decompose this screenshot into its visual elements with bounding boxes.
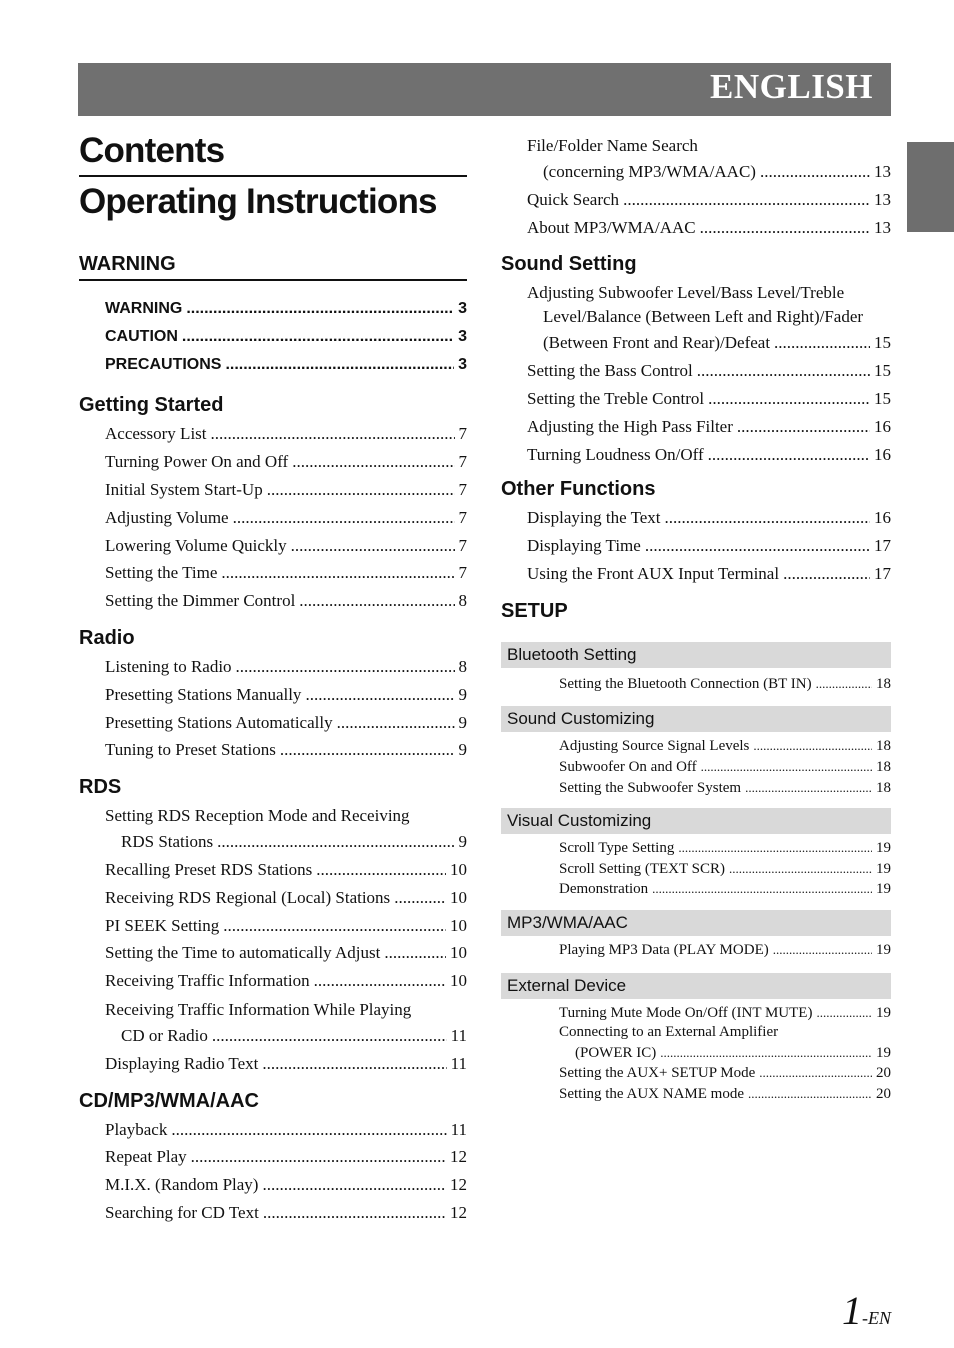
toc-entry[interactable]: Setting the Dimmer Control ..... 8 [105,587,467,615]
toc-entry[interactable]: Setting the Time to automatically Adjust ..... 10 [105,939,467,967]
toc-list-radio [79,653,467,764]
toc-entry[interactable]: (concerning MP3/WMA/AAC) ..... 13 [527,158,891,186]
toc-entry[interactable]: Playback ..... 11 [105,1116,467,1144]
toc-entry[interactable]: Turning Loudness On/Off ..... 16 [527,441,891,469]
toc-entry[interactable]: Accessory List ..... 7 [105,420,467,448]
toc-list-bluetooth [501,674,891,695]
contents-title: Contents [79,131,225,170]
toc-entry-line[interactable]: Connecting to an External Amplifier [559,1024,779,1041]
toc-entry[interactable]: CD or Radio ..... 11 [105,1022,467,1050]
toc-entry[interactable]: Adjusting the High Pass Filter ..... 16 [527,413,891,441]
toc-list-sound-customizing [501,736,891,798]
toc-entry[interactable]: Quick Search ..... 13 [527,186,891,214]
section-heading-warning: WARNING [79,251,467,281]
toc-list-other-functions [501,504,891,587]
toc-entry[interactable]: Adjusting Volume ..... 7 [105,504,467,532]
toc-list-getting-started [79,420,467,615]
section-heading-getting-started: Getting Started [79,394,224,417]
toc-entry[interactable]: Setting the Bluetooth Connection (BT IN) ..... 18 [559,674,891,695]
subsection-bar-sound-customizing: Sound Customizing [501,706,891,732]
toc-entry[interactable]: Tuning to Preset Stations ..... 9 [105,736,467,764]
toc-entry[interactable]: About MP3/WMA/AAC ..... 13 [527,214,891,242]
toc-entry-line[interactable]: Adjusting Subwoofer Level/Bass Level/Treble [527,283,845,303]
page-number-suffix: -EN [862,1308,891,1328]
toc-entry[interactable]: RDS Stations ..... 9 [105,828,467,856]
toc-entry[interactable]: Initial System Start-Up ..... 7 [105,476,467,504]
toc-entry[interactable]: Presetting Stations Automatically ..... 9 [105,709,467,737]
toc-entry[interactable]: Listening to Radio ..... 8 [105,653,467,681]
language-banner [78,63,891,116]
toc-entry[interactable]: WARNING ..... 3 [105,295,467,323]
toc-entry[interactable]: Setting the Subwoofer System ..... 18 [559,778,891,799]
toc-entry[interactable]: Demonstration ..... 19 [559,879,891,900]
toc-list-visual-customizing [501,838,891,900]
toc-list-cd-continued [501,134,891,241]
left-column [79,130,467,1227]
toc-list-warning [79,295,467,378]
toc-entry[interactable]: Repeat Play ..... 12 [105,1143,467,1171]
toc-entry-line[interactable]: Level/Balance (Between Left and Right)/Fader [543,307,864,327]
right-column [501,134,891,1104]
toc-list-cd [79,1116,467,1227]
toc-list-rds [79,804,467,1077]
section-heading-cd: CD/MP3/WMA/AAC [79,1089,259,1112]
banner-label: ENGLISH [710,67,873,106]
toc-entry[interactable]: PRECAUTIONS ..... 3 [105,351,467,379]
toc-list-sound-setting [501,281,891,468]
toc-entry-line[interactable]: Receiving Traffic Information While Playing [105,999,412,1019]
toc-entry-line[interactable]: File/Folder Name Search [527,136,698,155]
toc-entry[interactable]: Displaying Radio Text ..... 11 [105,1050,467,1078]
toc-entry[interactable]: (POWER IC) ..... 19 [559,1043,891,1064]
toc-entry[interactable]: Setting the AUX NAME mode ..... 20 [559,1084,891,1105]
toc-list-external-device [501,1003,891,1105]
page-number [842,1287,891,1334]
toc-entry[interactable]: Setting the Time ..... 7 [105,559,467,587]
toc-entry[interactable]: PI SEEK Setting ..... 10 [105,912,467,940]
toc-entry[interactable]: Recalling Preset RDS Stations ..... 10 [105,856,467,884]
section-heading-radio: Radio [79,626,135,649]
toc-entry[interactable]: Setting the AUX+ SETUP Mode ..... 20 [559,1063,891,1084]
operating-instructions-title: Operating Instructions [79,182,437,221]
section-heading-rds: RDS [79,776,122,799]
toc-list-mp3 [501,940,891,961]
toc-entry[interactable]: Playing MP3 Data (PLAY MODE) ..... 19 [559,940,891,961]
toc-entry[interactable]: Setting the Treble Control ..... 15 [527,385,891,413]
toc-entry[interactable]: Turning Mute Mode On/Off (INT MUTE) ..... 19 [559,1003,891,1024]
toc-entry[interactable]: Scroll Setting (TEXT SCR) ..... 19 [559,859,891,880]
toc-entry[interactable]: CAUTION ..... 3 [105,323,467,351]
toc-entry[interactable]: Turning Power On and Off ..... 7 [105,448,467,476]
toc-entry[interactable]: Displaying Time ..... 17 [527,532,891,560]
toc-entry[interactable]: Receiving RDS Regional (Local) Stations ..... 10 [105,884,467,912]
toc-entry[interactable]: Displaying the Text ..... 16 [527,504,891,532]
toc-entry[interactable]: Searching for CD Text ..... 12 [105,1199,467,1227]
toc-entry[interactable]: Presetting Stations Manually ..... 9 [105,681,467,709]
subsection-bar-mp3: MP3/WMA/AAC [501,910,891,936]
toc-entry[interactable]: (Between Front and Rear)/Defeat ..... 15 [527,329,891,357]
toc-entry[interactable]: Setting the Bass Control ..... 15 [527,357,891,385]
toc-entry[interactable]: Lowering Volume Quickly ..... 7 [105,532,467,560]
section-heading-sound-setting: Sound Setting [501,253,637,276]
title-divider [79,175,467,177]
toc-entry[interactable]: Adjusting Source Signal Levels ..... 18 [559,736,891,757]
toc-entry-line[interactable]: Setting RDS Reception Mode and Receiving [105,806,410,826]
subsection-bar-external-device: External Device [501,973,891,999]
toc-entry[interactable]: M.I.X. (Random Play) ..... 12 [105,1171,467,1199]
page-number-value: 1 [842,1288,862,1333]
toc-entry[interactable]: Using the Front AUX Input Terminal ..... 17 [527,560,891,588]
subsection-bar-visual-customizing: Visual Customizing [501,808,891,834]
toc-entry[interactable]: Scroll Type Setting ..... 19 [559,838,891,859]
subsection-bar-bluetooth: Bluetooth Setting [501,642,891,668]
section-heading-setup: SETUP [501,599,568,622]
toc-entry[interactable]: Subwoofer On and Off ..... 18 [559,757,891,778]
toc-entry[interactable]: Receiving Traffic Information ..... 10 [105,967,467,995]
section-heading-other-functions: Other Functions [501,478,656,501]
section-tab [907,142,954,232]
